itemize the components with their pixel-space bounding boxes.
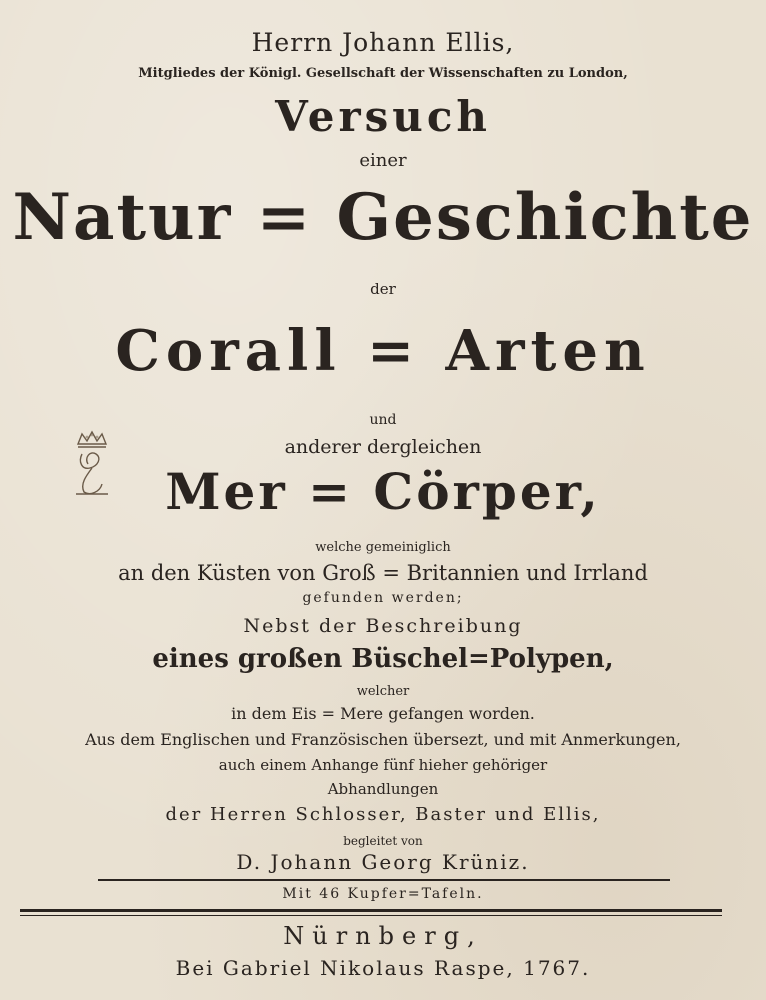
top-rule: [98, 879, 670, 881]
title-word-einer: einer: [359, 150, 407, 171]
desc-nebst-beschreibung: Nebst der Beschreibung: [243, 615, 523, 637]
city-line: Nürnberg,: [283, 922, 483, 950]
desc-gefunden: gefunden werden;: [302, 590, 464, 606]
publisher-line: Bei Gabriel Nikolaus Raspe, 1767.: [175, 956, 591, 980]
membership-line: Mitgliedes der Königl. Gesellschaft der Wissenschaften zu London,: [138, 66, 628, 81]
desc-anhange: auch einem Anhange fünf hieher gehöriger: [218, 756, 548, 774]
title-word-der: der: [370, 280, 396, 298]
double-rule-bottom: [20, 915, 722, 916]
crowned-monogram-stamp-icon: [70, 428, 114, 498]
title-subject-mer-coerper: Mer = Cörper,: [165, 462, 601, 521]
double-rule-top: [20, 909, 722, 912]
translator-line: D. Johann Georg Krüniz.: [236, 850, 530, 874]
desc-bueschel-polypen: eines großen Büschel=Polypen,: [152, 644, 614, 674]
desc-welche-gemeiniglich: welche gemeiniglich: [315, 540, 451, 555]
title-word-und: und: [369, 412, 397, 428]
desc-uebersezt: Aus dem Englischen und Französischen übersezt, und mit Anmerkungen,: [85, 730, 681, 749]
title-subject-corall-arten: Corall = Arten: [115, 318, 651, 384]
desc-herren: der Herren Schlosser, Baster und Ellis,: [165, 804, 601, 825]
title-word-anderer-dergleichen: anderer dergleichen: [284, 436, 482, 458]
desc-abhandlungen: Abhandlungen: [327, 780, 439, 798]
desc-kuesten: an den Küsten von Groß = Britannien und Irrland: [118, 561, 648, 585]
title-word-versuch: Versuch: [275, 92, 491, 141]
desc-eis-mere: in dem Eis = Mere gefangen worden.: [231, 704, 535, 723]
author-line: Herrn Johann Ellis,: [251, 28, 515, 57]
plates-line: Mit 46 Kupfer=Tafeln.: [282, 886, 484, 902]
desc-welcher: welcher: [356, 684, 410, 699]
desc-begleitet: begleitet von: [343, 834, 423, 848]
title-main-natur-geschichte: Natur = Geschichte: [12, 180, 754, 255]
